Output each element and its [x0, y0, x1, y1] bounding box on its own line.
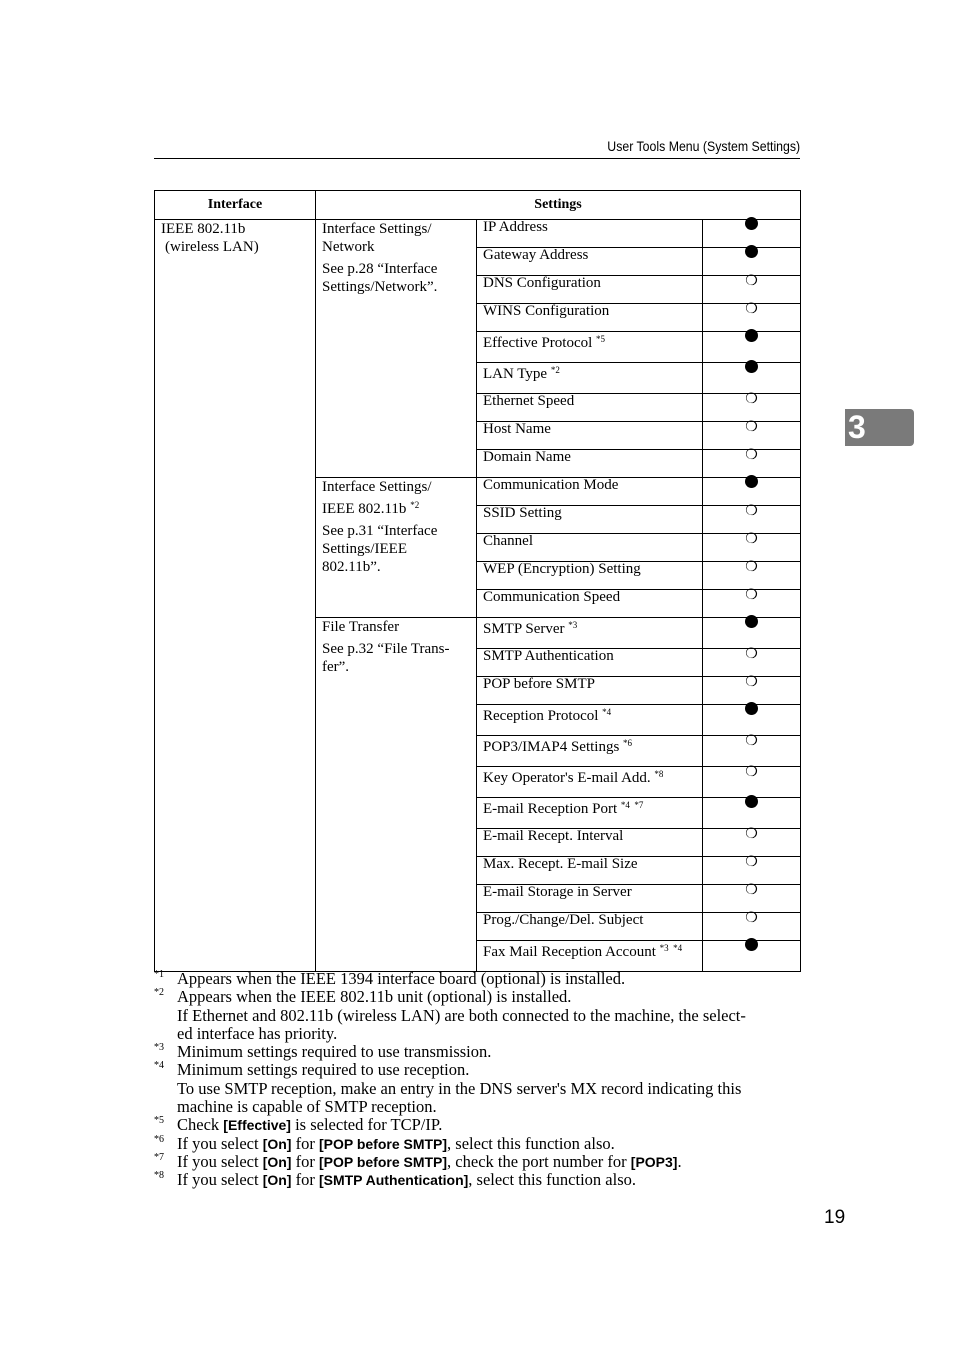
ui-key-label: [Effective] [223, 1117, 291, 1134]
footnote-ref: *3 [568, 620, 578, 630]
setting-item [477, 798, 703, 829]
footnote-text: for [291, 1151, 319, 1171]
group-title [322, 220, 470, 256]
footnote-line: If Ethernet and 802.11b (wireless LAN) are both connected to the machine, the select- [177, 1005, 746, 1025]
setting-item [477, 705, 703, 736]
group-reference [322, 522, 470, 576]
footnote-text: for [291, 1133, 319, 1153]
setting-item [477, 363, 703, 394]
chapter-number: 3 [848, 409, 866, 445]
setting-label: Channel [483, 533, 533, 549]
group-title-line [322, 220, 470, 238]
footnote-line: Minimum settings required to use reception. [177, 1060, 470, 1080]
footnote [154, 1061, 800, 1116]
setting-mark [703, 677, 801, 705]
group-reference-line: See p.32 “File Trans- [322, 641, 450, 657]
setting-item [477, 649, 703, 677]
footnote-text: , select this function also. [468, 1170, 636, 1190]
footnote-ref: *4 *7 [620, 800, 644, 810]
running-header: User Tools Menu (System Settings) [607, 138, 800, 154]
group-title-text: Network [322, 239, 375, 255]
ui-key-label: [SMTP Authentication] [318, 1172, 469, 1189]
group-title-line [322, 496, 470, 518]
group-reference-line: See p.28 “Interface [322, 261, 438, 277]
footnote-text: for [291, 1170, 319, 1190]
setting-mark [703, 798, 801, 829]
group-title [322, 478, 470, 518]
setting-item [477, 450, 703, 478]
setting-label: SMTP Authentication [483, 648, 614, 664]
settings-table [154, 190, 801, 972]
setting-mark [703, 534, 801, 562]
setting-item [477, 767, 703, 798]
footnote [154, 1153, 800, 1171]
setting-item [477, 422, 703, 450]
setting-label: WEP (Encryption) Setting [483, 561, 641, 577]
table-header-row [155, 191, 801, 220]
setting-label: Host Name [483, 421, 551, 437]
setting-mark [703, 332, 801, 363]
footnote-text: . [677, 1151, 682, 1171]
setting-item [477, 941, 703, 972]
setting-mark [703, 736, 801, 767]
open-circle-icon: ❍ [745, 302, 758, 317]
footnote [154, 1043, 800, 1061]
footnote-line: Minimum settings required to use transmission. [177, 1042, 492, 1062]
page-number: 19 [824, 1207, 846, 1228]
footnote [154, 1171, 800, 1189]
open-circle-icon: ❍ [745, 734, 758, 749]
filled-circle-icon [745, 795, 758, 808]
open-circle-icon: ❍ [745, 855, 758, 870]
footnote-line [177, 1153, 800, 1171]
setting-mark [703, 618, 801, 649]
group-title-text: Interface Settings/ [322, 221, 432, 237]
ui-key-label: [On] [262, 1153, 292, 1170]
group-title-text: File Transfer [322, 619, 400, 635]
footnote-marker: *4 [154, 1060, 164, 1072]
footnote-ref: *2 [550, 365, 560, 375]
footnote-line [177, 1116, 800, 1134]
setting-label: E-mail Recept. Interval [483, 828, 624, 844]
interface-line: IEEE 802.11b [161, 221, 246, 237]
group-reference [322, 640, 470, 676]
group-cell [316, 618, 477, 972]
footnote-marker: *5 [154, 1115, 164, 1127]
group-title-line [322, 618, 470, 636]
setting-label: DNS Configuration [483, 275, 601, 291]
footnote-text: If you select [177, 1133, 263, 1153]
setting-item [477, 590, 703, 618]
group-title-text: IEEE 802.11b [322, 501, 407, 517]
open-circle-icon: ❍ [745, 560, 758, 575]
footnote-ref: *8 [654, 769, 664, 779]
column-header-settings: Settings [316, 191, 801, 220]
filled-circle-icon [745, 475, 758, 488]
interface-line: (wireless LAN) [165, 239, 259, 255]
setting-mark [703, 885, 801, 913]
setting-item [477, 829, 703, 857]
open-circle-icon: ❍ [745, 392, 758, 407]
setting-mark [703, 248, 801, 276]
group-title [322, 618, 470, 636]
setting-label: SMTP Server [483, 621, 565, 637]
filled-circle-icon [745, 702, 758, 715]
open-circle-icon: ❍ [745, 765, 758, 780]
setting-mark [703, 450, 801, 478]
interface-cell [155, 220, 316, 972]
setting-label: POP before SMTP [483, 676, 595, 692]
footnote-ref: *4 [602, 707, 612, 717]
setting-item [477, 885, 703, 913]
footnote [154, 1135, 800, 1153]
setting-mark [703, 649, 801, 677]
open-circle-icon: ❍ [745, 448, 758, 463]
setting-label: WINS Configuration [483, 303, 610, 319]
footnote-line: Appears when the IEEE 802.11b unit (optional) is installed. [177, 987, 572, 1007]
setting-mark [703, 767, 801, 798]
filled-circle-icon [745, 360, 758, 373]
setting-mark [703, 829, 801, 857]
footnote-line [177, 1135, 800, 1153]
setting-item [477, 276, 703, 304]
group-reference-line: fer”. [322, 659, 350, 675]
group-reference-line: 802.11b”. [322, 559, 381, 575]
footnote-ref: *2 [410, 500, 420, 510]
setting-item [477, 478, 703, 506]
open-circle-icon: ❍ [745, 532, 758, 547]
group-reference-line: Settings/Network”. [322, 279, 438, 295]
footnote-ref: *3 *4 [659, 943, 683, 953]
setting-label: Ethernet Speed [483, 393, 575, 409]
setting-mark [703, 857, 801, 885]
ui-key-label: [On] [262, 1172, 292, 1189]
setting-label: Domain Name [483, 449, 571, 465]
setting-label: Max. Recept. E-mail Size [483, 856, 638, 872]
filled-circle-icon [745, 938, 758, 951]
footnote-line: machine is capable of SMTP reception. [177, 1097, 437, 1117]
setting-label: Communication Speed [483, 589, 621, 605]
group-reference [322, 260, 470, 296]
open-circle-icon: ❍ [745, 588, 758, 603]
setting-item [477, 534, 703, 562]
setting-mark [703, 506, 801, 534]
table-row [155, 220, 801, 248]
setting-label: Effective Protocol [483, 335, 593, 351]
setting-mark [703, 363, 801, 394]
setting-mark [703, 478, 801, 506]
footnote-line: To use SMTP reception, make an entry in the DNS server's MX record indicating this [177, 1078, 742, 1098]
setting-label: LAN Type [483, 366, 548, 382]
group-title-text: Interface Settings/ [322, 479, 432, 495]
footnote-text: If you select [177, 1151, 263, 1171]
setting-label: E-mail Reception Port [483, 801, 618, 817]
setting-label: Communication Mode [483, 477, 619, 493]
setting-item [477, 248, 703, 276]
ui-key-label: [POP3] [630, 1153, 678, 1170]
open-circle-icon: ❍ [745, 675, 758, 690]
open-circle-icon: ❍ [745, 420, 758, 435]
setting-label: E-mail Storage in Server [483, 884, 632, 900]
setting-item [477, 913, 703, 941]
setting-mark [703, 220, 801, 248]
setting-label: Gateway Address [483, 247, 589, 263]
setting-item [477, 618, 703, 649]
setting-item [477, 562, 703, 590]
group-title-line [322, 478, 470, 496]
setting-item [477, 332, 703, 363]
setting-label: POP3/IMAP4 Settings [483, 739, 620, 755]
setting-item [477, 394, 703, 422]
setting-item [477, 857, 703, 885]
footnote-text: If you select [177, 1170, 263, 1190]
setting-mark [703, 705, 801, 736]
footnote-line: Appears when the IEEE 1394 interface board (optional) is installed. [177, 969, 626, 988]
setting-label: Fax Mail Reception Account [483, 944, 656, 960]
setting-item [477, 677, 703, 705]
setting-label: IP Address [483, 219, 548, 235]
footnote-text: , select this function also. [447, 1133, 615, 1153]
ui-key-label: [POP before SMTP] [318, 1153, 448, 1170]
footnotes [154, 970, 800, 1190]
column-header-interface: Interface [155, 191, 316, 220]
footnote-marker: *7 [154, 1151, 164, 1163]
setting-mark [703, 590, 801, 618]
open-circle-icon: ❍ [745, 504, 758, 519]
filled-circle-icon [745, 245, 758, 258]
group-reference-line: Settings/IEEE [322, 541, 407, 557]
setting-item [477, 220, 703, 248]
setting-label: SSID Setting [483, 505, 562, 521]
filled-circle-icon [745, 615, 758, 628]
footnote-marker: *6 [154, 1133, 164, 1145]
footnote-marker: *1 [154, 969, 164, 980]
footnote-marker: *3 [154, 1042, 164, 1054]
footnote-marker: *2 [154, 987, 164, 999]
setting-label: Reception Protocol [483, 708, 599, 724]
setting-mark [703, 304, 801, 332]
group-cell [316, 478, 477, 618]
filled-circle-icon [745, 329, 758, 342]
setting-mark [703, 276, 801, 304]
footnote [154, 1116, 800, 1134]
footnote-ref: *5 [596, 334, 606, 344]
setting-mark [703, 562, 801, 590]
footnote [154, 988, 800, 1043]
footnote-text: is selected for TCP/IP. [290, 1115, 443, 1135]
footnote [154, 970, 800, 988]
ui-key-label: [On] [262, 1135, 292, 1152]
open-circle-icon: ❍ [745, 883, 758, 898]
open-circle-icon: ❍ [745, 827, 758, 842]
footnote-text: Check [177, 1115, 224, 1135]
footnote-line: ed interface has priority. [177, 1023, 338, 1043]
setting-mark [703, 422, 801, 450]
setting-item [477, 736, 703, 767]
setting-item [477, 304, 703, 332]
footnote-line [177, 1171, 800, 1189]
open-circle-icon: ❍ [745, 647, 758, 662]
setting-mark [703, 394, 801, 422]
group-cell [316, 220, 477, 478]
setting-item [477, 506, 703, 534]
open-circle-icon: ❍ [745, 911, 758, 926]
setting-mark [703, 941, 801, 972]
group-reference-line: See p.31 “Interface [322, 523, 438, 539]
footnote-ref: *6 [623, 738, 633, 748]
setting-label: Prog./Change/Del. Subject [483, 912, 644, 928]
ui-key-label: [POP before SMTP] [318, 1135, 448, 1152]
setting-mark [703, 913, 801, 941]
chapter-tab [845, 409, 914, 446]
open-circle-icon: ❍ [745, 274, 758, 289]
header-rule [154, 158, 800, 159]
footnote-marker: *8 [154, 1170, 164, 1182]
filled-circle-icon [745, 217, 758, 230]
setting-label: Key Operator's E-mail Add. [483, 770, 651, 786]
footnote-text: , check the port number for [447, 1151, 631, 1171]
group-title-line [322, 238, 470, 256]
